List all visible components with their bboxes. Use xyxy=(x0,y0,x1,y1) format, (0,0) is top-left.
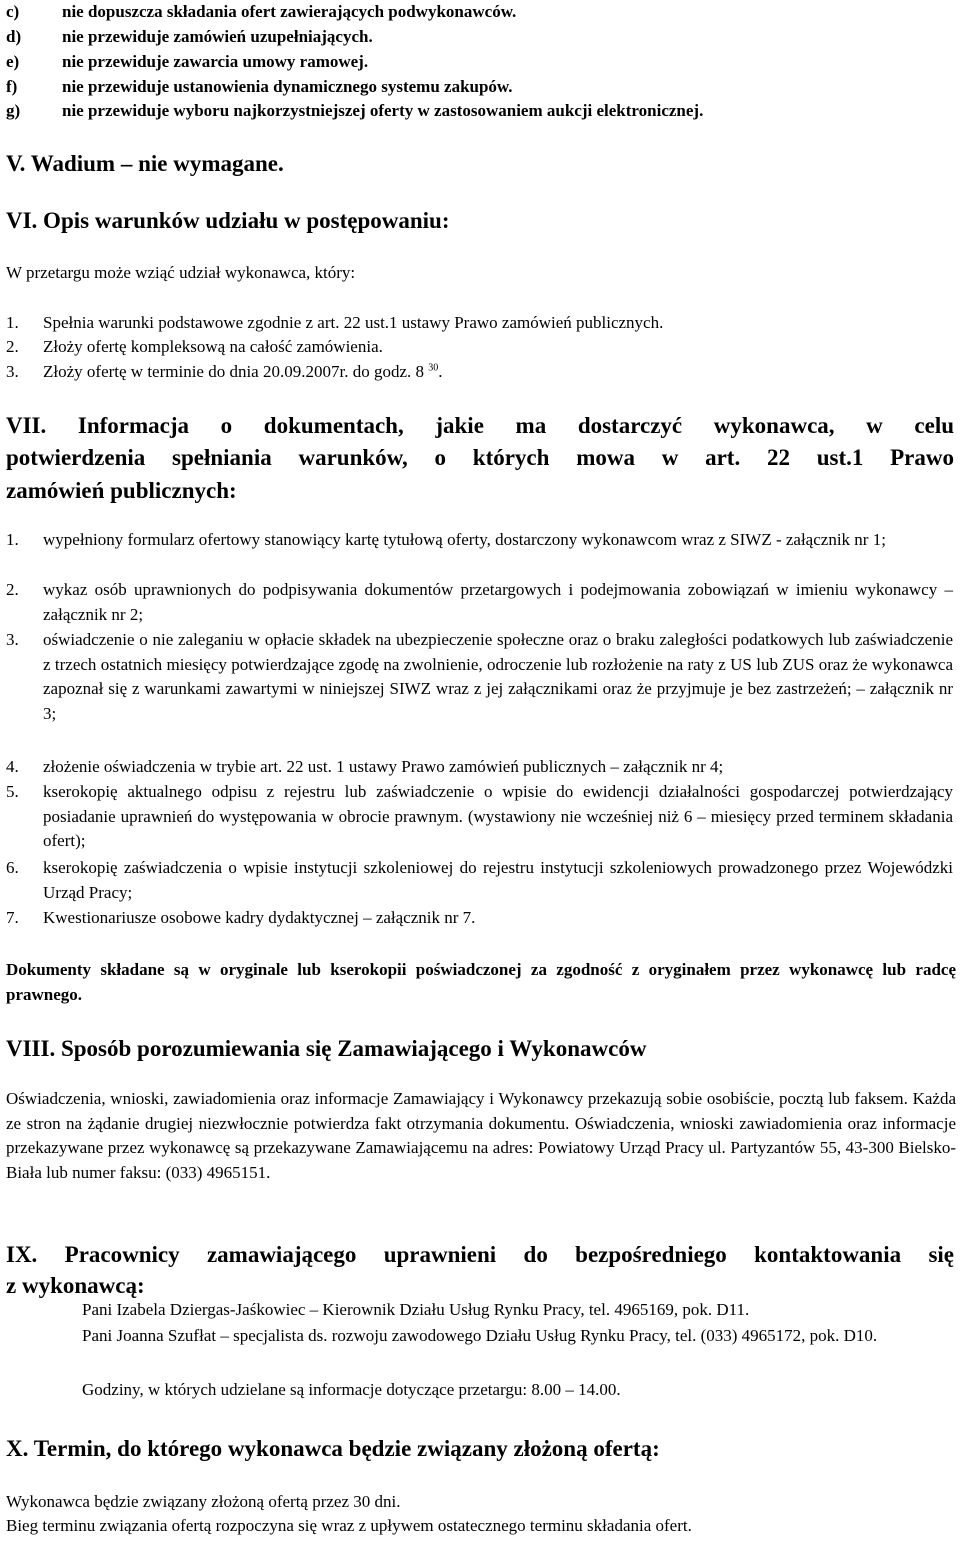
item-number: 1. xyxy=(6,530,19,549)
item-number: 3. xyxy=(6,630,19,649)
list-letter: g) xyxy=(6,101,21,120)
document-item: oświadczenie o nie zaleganiu w opłacie składek na ubezpieczenie społeczne oraz o braku zaległości podatkowych lub zaświadczenie z trzech ostatnich miesięcy potwierdzające zgodę na zwolnienie, odroczenie lub rozłożenie na raty z US lub ZUS oraz że wykonawca zapoznał się z warunkami zawartymi w niniejszej SIWZ wraz z jej załącznikami oraz że przyjmuje je bez zastrzeżeń; – załącznik nr 3; xyxy=(43,630,953,723)
item-number: 2. xyxy=(6,580,19,599)
contact-person: Pani Izabela Dziergas-Jaśkowiec – Kierownik Działu Usług Rynku Pracy, tel. 4965169, pok. D11. xyxy=(82,1300,750,1319)
list-item: nie przewiduje wyboru najkorzystniejszej oferty w zastosowaniem aukcji elektronicznej. xyxy=(62,101,704,120)
item-number: 6. xyxy=(6,858,19,877)
time-superscript: 30 xyxy=(428,362,439,374)
condition-item: Złoży ofertę kompleksową na całość zamówienia. xyxy=(43,337,383,356)
section-x-line1: Wykonawca będzie związany złożoną ofertą przez 30 dni. xyxy=(6,1492,401,1511)
condition-item-end: . xyxy=(438,362,443,381)
section-vi-intro: W przetargu może wziąć udział wykonawca, który: xyxy=(6,263,356,282)
section-viii-body: Oświadczenia, wnioski, zawiadomienia oraz informacje Zamawiający i Wykonawcy przekazują sobie osobiście, pocztą lub faksem. Każda ze stron na żądanie drugiej niezwłocznie potwierdza fakt otrzymania dokumentu. Oświadczenia, wnioski zawiadomienia oraz informacje przekazywane przez wykonawcę są przekazywane Zamawiającemu na adres: Powiatowy Urząd Pracy ul. Partyzantów 55, 43-300 Bielsko-Biała lub numer faksu: (033) 4965151. xyxy=(6,1089,956,1182)
section-vii-heading-line1: VII. Informacja o dokumentach, jakie ma dostarczyć wykonawca, w celu xyxy=(6,413,954,438)
item-number: 2. xyxy=(6,337,19,356)
list-item: nie przewiduje zamówień uzupełniających. xyxy=(62,27,373,46)
document-item: Kwestionariusze osobowe kadry dydaktycznej – załącznik nr 7. xyxy=(43,908,476,927)
condition-item: Spełnia warunki podstawowe zgodnie z art. 22 ust.1 ustawy Prawo zamówień publicznych. xyxy=(43,313,664,332)
section-ix-heading-line2: z wykonawcą: xyxy=(6,1273,145,1298)
documents-note: Dokumenty składane są w oryginale lub kserokopii poświadczonej za zgodność z oryginałem przez wykonawcę lub radcę prawnego. xyxy=(6,960,956,1004)
section-vii-heading-line2: potwierdzenia spełniania warunków, o których mowa w art. 22 ust.1 Prawo xyxy=(6,445,954,470)
section-vii-heading-line3: zamówień publicznych: xyxy=(6,478,237,503)
condition-item-text: Złoży ofertę w terminie do dnia 20.09.2007r. do godz. 8 xyxy=(43,362,424,381)
document-item: złożenie oświadczenia w trybie art. 22 ust. 1 ustawy Prawo zamówień publicznych – załącznik nr 4; xyxy=(43,757,724,776)
section-ix-heading-line1: IX. Pracownicy zamawiającego uprawnieni do bezpośredniego kontaktowania się xyxy=(6,1242,954,1267)
list-letter: e) xyxy=(6,52,20,71)
section-x-line2: Bieg terminu związania ofertą rozpoczyna się wraz z upływem ostatecznego terminu składania ofert. xyxy=(6,1516,692,1535)
section-viii-heading: VIII. Sposób porozumiewania się Zamawiającego i Wykonawców xyxy=(6,1036,647,1061)
list-letter: d) xyxy=(6,27,22,46)
item-number: 5. xyxy=(6,782,19,801)
list-item: nie dopuszcza składania ofert zawierających podwykonawców. xyxy=(62,2,517,21)
section-x-heading: X. Termin, do którego wykonawca będzie związany złożoną ofertą: xyxy=(6,1436,660,1461)
list-item: nie przewiduje zawarcia umowy ramowej. xyxy=(62,52,369,71)
condition-item xyxy=(43,360,953,385)
contact-person: Pani Joanna Szufłat – specjalista ds. rozwoju zawodowego Działu Usług Rynku Pracy, tel. (033) 4965172, pok. D10. xyxy=(82,1326,878,1345)
document-item: wykaz osób uprawnionych do podpisywania dokumentów przetargowych i podejmowania zobowiązań w imieniu wykonawcy – załącznik nr 2; xyxy=(43,580,953,624)
contact-hours: Godziny, w których udzielane są informacje dotyczące przetargu: 8.00 – 14.00. xyxy=(82,1380,621,1399)
list-letter: c) xyxy=(6,2,20,21)
item-number: 1. xyxy=(6,313,19,332)
list-letter: f) xyxy=(6,77,18,96)
document-item: wypełniony formularz ofertowy stanowiący kartę tytułową oferty, dostarczony wykonawcom wraz z SIWZ - załącznik nr 1; xyxy=(43,530,886,549)
section-vi-heading: VI. Opis warunków udziału w postępowaniu: xyxy=(6,208,450,233)
list-item: nie przewiduje ustanowienia dynamicznego systemu zakupów. xyxy=(62,77,513,96)
section-v-heading: V. Wadium – nie wymagane. xyxy=(6,151,284,176)
item-number: 7. xyxy=(6,908,19,927)
document-item: kserokopię zaświadczenia o wpisie instytucji szkoleniowej do rejestru instytucji szkoleniowych prowadzonego przez Wojewódzki Urząd Pracy; xyxy=(43,858,953,902)
item-number: 4. xyxy=(6,757,19,776)
item-number: 3. xyxy=(6,362,19,381)
document-item: kserokopię aktualnego odpisu z rejestru lub zaświadczenie o wpisie do ewidencji działalności gospodarczej potwierdzający posiadanie uprawnień do występowania w obrocie prawnym. (wystawiony nie wcześniej niż 6 – miesięcy przed terminem składania ofert); xyxy=(43,782,953,851)
